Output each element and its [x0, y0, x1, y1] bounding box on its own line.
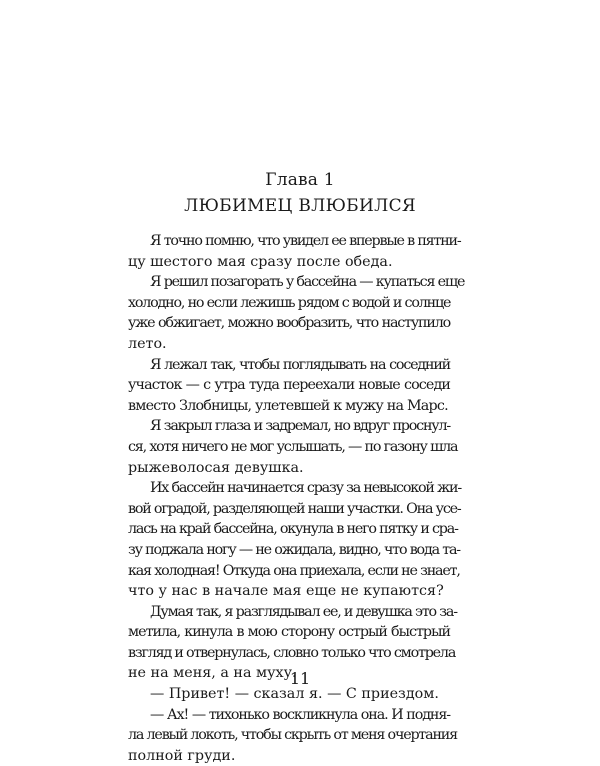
- text-line: зу поджала ногу — не ожидала, видно, что вода та-: [128, 541, 460, 558]
- text-line: Я точно помню, что увидел ее впервые в пятни-: [150, 233, 461, 249]
- text-line: вой оградой, разделяющей наши участки. Она усе-: [128, 500, 461, 517]
- text-line: Я закрыл глаза и задремал, но вдруг проснул-: [150, 418, 450, 435]
- text-line: ся, хотя ничего не мог услышать, — по газону шла: [128, 438, 458, 455]
- text-line: не на меня, а на муху.: [128, 665, 297, 682]
- text-line: метила, кинула в мою сторону острый быстрый: [128, 624, 450, 641]
- text-line: лето.: [128, 335, 167, 352]
- text-line: Я решил позагорать у бассейна — купаться еще: [150, 274, 465, 291]
- text-line: кая холодная! Откуда она приехала, если не знает,: [128, 562, 460, 579]
- text-line: — Ах! — тихонько воскликнула она. И подня-: [150, 706, 450, 723]
- text-line: Думая так, я разглядывал ее, и девушка это за-: [150, 603, 457, 620]
- text-line: рыжеволосая девушка.: [128, 459, 304, 476]
- text-line: вместо Злобницы, улетевшей к мужу на Марс.: [128, 397, 448, 414]
- text-line: — Привет! — сказал я. — С приездом.: [150, 686, 439, 703]
- text-line: ла левый локоть, чтобы скрыть от меня очертания: [128, 727, 457, 744]
- chapter-label: Глава 1: [265, 170, 335, 190]
- text-line: холодно, но если лежишь рядом с водой и солнце: [128, 294, 451, 311]
- text-line: Их бассейн начинается сразу за невысокой жи-: [150, 480, 461, 497]
- text-line: лась на край бассейна, окунула в него пятку и сра-: [128, 521, 458, 538]
- text-line: Я лежал так, чтобы поглядывать на соседний: [150, 356, 450, 373]
- page-number: 11: [289, 669, 311, 688]
- text-line: взгляд и отвернулась, словно только что смотрела: [128, 644, 456, 661]
- chapter-title: ЛЮБИМЕЦ ВЛЮБИЛСЯ: [184, 196, 416, 216]
- text-line: цу шестого мая сразу после обеда.: [128, 253, 393, 270]
- text-line: участок — с утра туда переехали новые соседи: [128, 377, 450, 394]
- text-line: что у нас в начале мая еще не купаются?: [128, 583, 444, 600]
- text-line: уже обжигает, можно вообразить, что наступило: [128, 315, 450, 332]
- text-line: полной груди.: [128, 747, 236, 764]
